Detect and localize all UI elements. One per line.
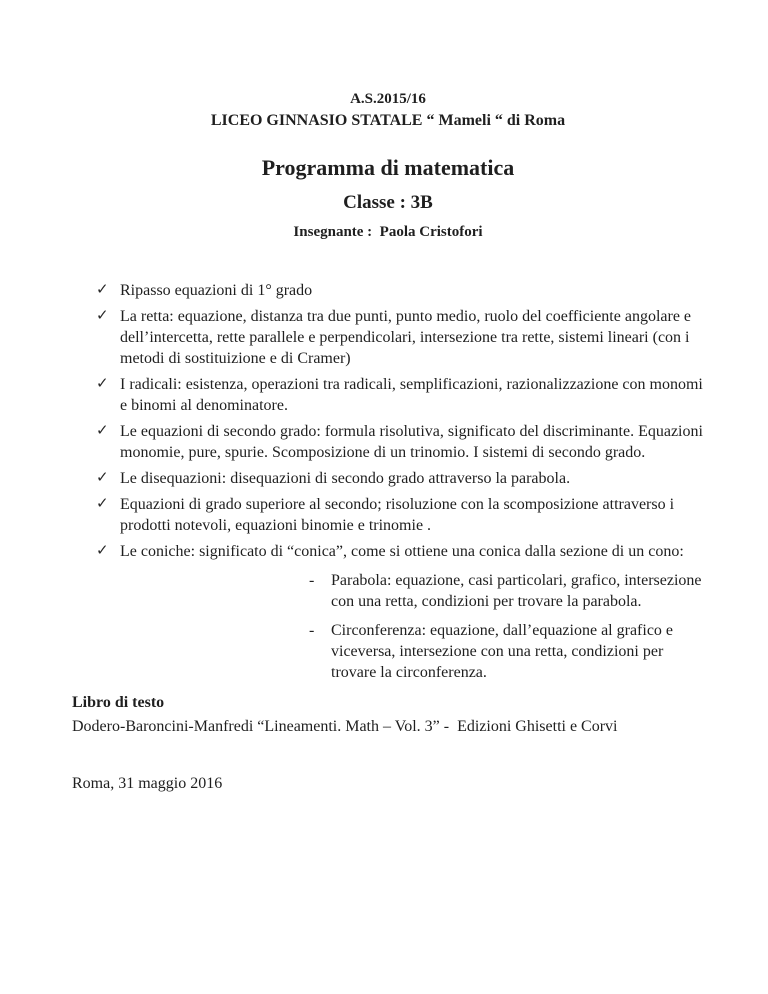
topic-text: I radicali: esistenza, operazioni tra radicali, semplificazioni, razionalizzazione con monomi e binomi al denominatore. <box>120 376 703 414</box>
textbook-section <box>72 691 704 739</box>
document-header <box>72 88 704 242</box>
dash-bullet-icon: - <box>309 622 315 639</box>
class-line: Classe : 3B <box>343 192 433 213</box>
textbook-label: Libro di testo <box>72 694 165 711</box>
checkmark-bullet-icon: ✓ <box>96 470 109 486</box>
dash-bullet-icon: - <box>309 572 315 589</box>
checkmark-bullet-icon: ✓ <box>96 308 109 324</box>
topic-text: Equazioni di grado superiore al secondo; risoluzione con la scomposizione attraverso i prodotti notevoli, equazioni binomie e trinomie . <box>120 496 675 534</box>
topic-text: Le coniche: significato di “conica”, come si ottiene una conica dalla sezione di un cono: <box>120 543 684 560</box>
checkmark-bullet-icon: ✓ <box>96 282 109 298</box>
topic-item <box>96 494 704 536</box>
topic-item <box>96 541 704 683</box>
teacher-line: Insegnante : Paola Cristofori <box>293 224 483 240</box>
sub-topic-item <box>305 570 703 612</box>
topic-item <box>96 306 704 369</box>
checkmark-bullet-icon: ✓ <box>96 543 109 559</box>
page-title: Programma di matematica <box>261 155 515 180</box>
sub-topic-text: Parabola: equazione, casi particolari, grafico, intersezione con una retta, condizioni per trovare la parabola. <box>331 572 702 610</box>
topics-list <box>72 280 704 683</box>
topic-item <box>96 280 704 301</box>
topic-text: Ripasso equazioni di 1° grado <box>120 282 313 299</box>
checkmark-bullet-icon: ✓ <box>96 423 109 439</box>
school-name-line: LICEO GINNASIO STATALE “ Mameli “ di Roma <box>210 112 566 129</box>
topic-text: La retta: equazione, distanza tra due punti, punto medio, ruolo del coefficiente angolare e dell’intercetta, rette parallele e perpendicolari, intersezione tra rette, sistemi lineari (con i metodi di sostituizione e di Cramer) <box>120 308 692 367</box>
topic-item <box>96 421 704 463</box>
sub-topic-list <box>305 570 704 683</box>
checkmark-bullet-icon: ✓ <box>96 376 109 392</box>
place-date-line: Roma, 31 maggio 2016 <box>72 775 223 792</box>
school-year-line: A.S.2015/16 <box>350 91 426 107</box>
checkmark-bullet-icon: ✓ <box>96 496 109 512</box>
topic-text: Le disequazioni: disequazioni di secondo grado attraverso la parabola. <box>120 470 571 487</box>
topic-text: Le equazioni di secondo grado: formula risolutiva, significato del discriminante. Equazioni monomie, pure, spurie. Scomposizione di un trinomio. I sistemi di secondo grado. <box>120 423 703 461</box>
topic-item <box>96 374 704 416</box>
sub-topic-item <box>305 620 703 683</box>
topic-item <box>96 468 704 489</box>
sub-topic-text: Circonferenza: equazione, dall’equazione al grafico e viceversa, intersezione con una retta, condizioni per trovare la circonferenza. <box>331 622 674 681</box>
textbook-reference: Dodero-Baroncini-Manfredi “Lineamenti. Math – Vol. 3” - Edizioni Ghisetti e Corvi <box>72 718 618 735</box>
